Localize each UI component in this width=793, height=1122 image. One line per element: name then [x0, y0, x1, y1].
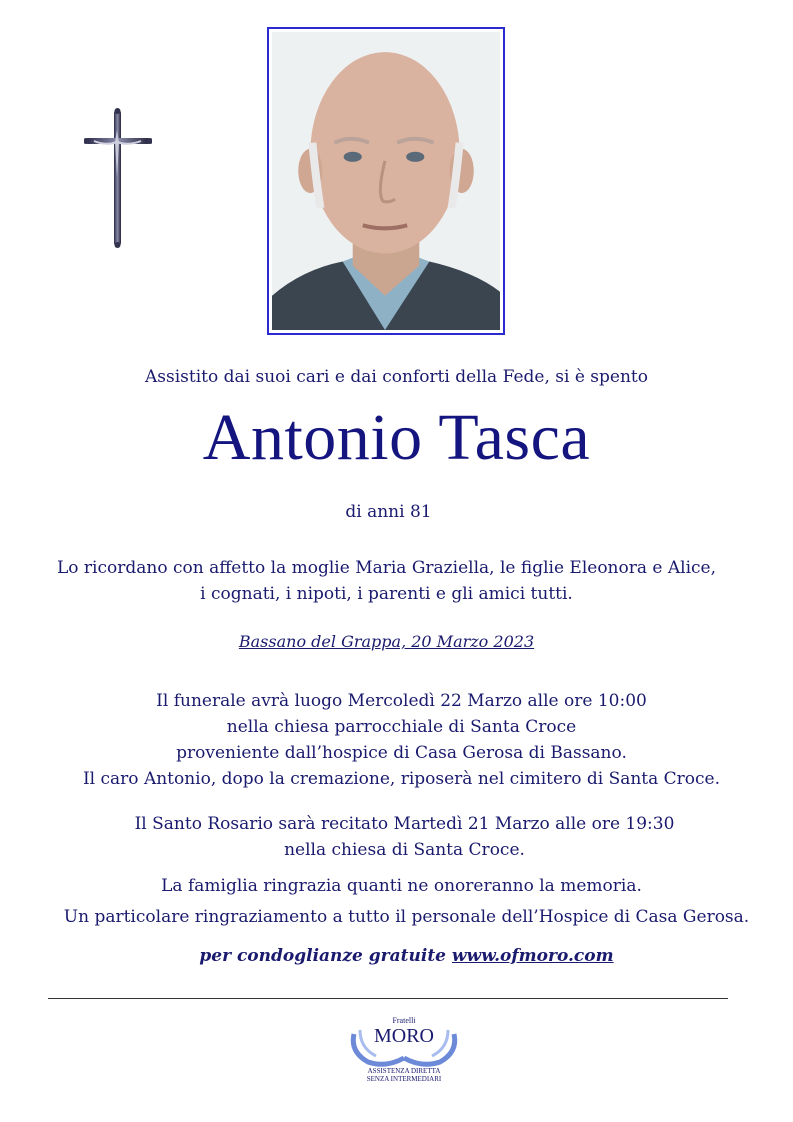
- footer-divider: [48, 998, 728, 999]
- mourners-block: [0, 555, 783, 607]
- place-date-text: Bassano del Grappa, 20 Marzo 2023: [238, 632, 535, 651]
- moro-logo: [346, 1012, 462, 1084]
- funeral-line: Il caro Antonio, dopo la cremazione, riposerà nel cimitero di Santa Croce.: [82, 769, 721, 789]
- logo-brand: MORO: [373, 1025, 435, 1047]
- condolences-link[interactable]: www.ofmoro.com: [451, 946, 614, 966]
- mourners-line: Lo ricordano con affetto la moglie Maria Graziella, le figlie Eleonora e Alice,: [56, 558, 717, 578]
- rosary-line: Il Santo Rosario sarà recitato Martedì 21 Marzo alle ore 19:30: [134, 814, 675, 834]
- logo-line2: SENZA INTERMEDIARI: [366, 1075, 442, 1083]
- logo-line1: ASSISTENZA DIRETTA: [367, 1067, 441, 1075]
- portrait-photo: [272, 32, 500, 330]
- mourners-line: i cognati, i nipoti, i parenti e gli amici tutti.: [200, 584, 573, 604]
- logo-top: Fratelli: [392, 1016, 416, 1025]
- crucifix-icon: [84, 108, 152, 248]
- thanks-family: La famiglia ringrazia quanti ne onoreranno la memoria.: [161, 876, 642, 896]
- funeral-line: proveniente dall’hospice di Casa Gerosa di Bassano.: [176, 743, 627, 763]
- intro-text: Assistito dai suoi cari e dai conforti della Fede, si è spento: [145, 367, 648, 387]
- rosary-block: [8, 811, 793, 863]
- rosary-line: nella chiesa di Santa Croce.: [284, 840, 525, 860]
- thanks-hospice: Un particolare ringraziamento a tutto il personale dell’Hospice di Casa Gerosa.: [63, 907, 750, 927]
- age-text: di anni 81: [345, 502, 432, 522]
- deceased-name: Antonio Tasca: [202, 401, 591, 474]
- condolences-line: [10, 946, 793, 966]
- funeral-line: Il funerale avrà luogo Mercoledì 22 Marzo alle ore 10:00: [156, 691, 647, 711]
- portrait-frame: [267, 27, 505, 335]
- condolences-label: per condoglianze gratuite: [199, 946, 446, 966]
- place-date: [0, 632, 783, 651]
- funeral-block: [5, 688, 793, 792]
- funeral-line: nella chiesa parrocchiale di Santa Croce: [226, 717, 577, 737]
